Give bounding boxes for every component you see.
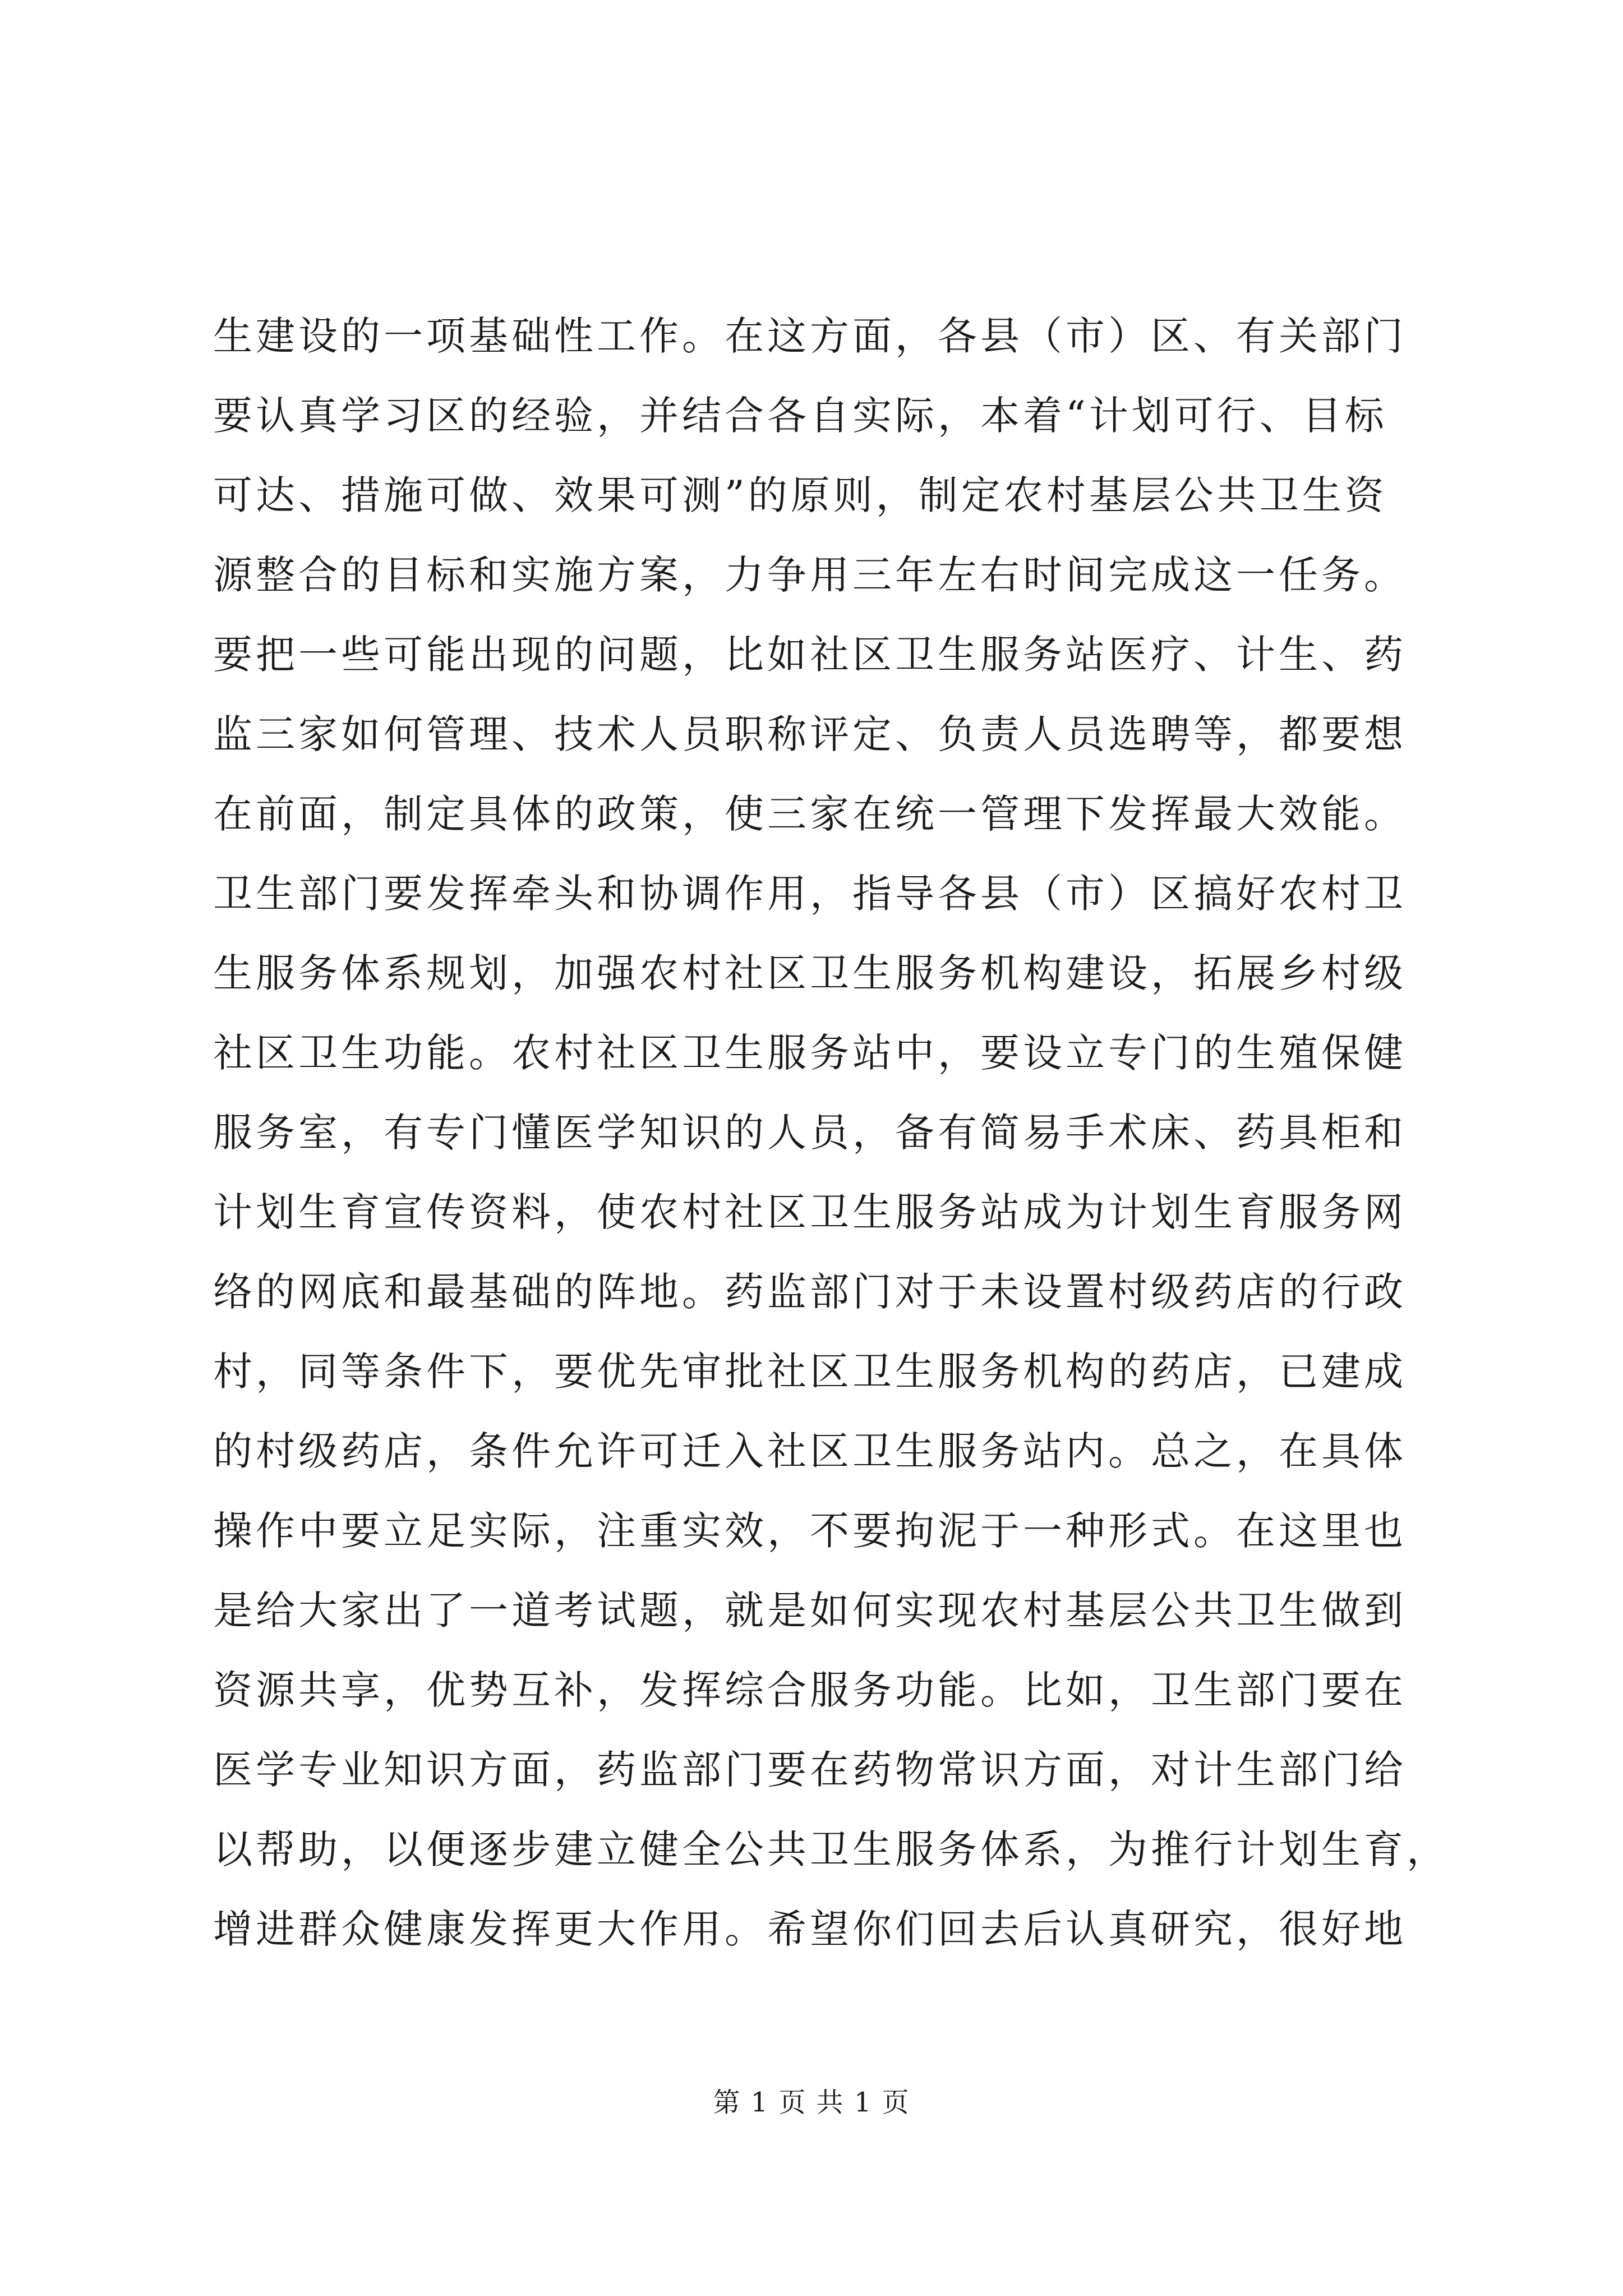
text-line: 要把一些可能出现的问题，比如社区卫生服务站医疗、计生、药 [213,632,1407,678]
body-text [213,296,1449,1969]
text-line: 以帮助，以便逐步建立健全公共卫生服务体系，为推行计划生育， [213,1826,1449,1872]
text-line: 在前面，制定具体的政策，使三家在统一管理下发挥最大效能。 [213,791,1407,837]
text-line: 络的网底和最基础的阵地。药监部门对于未设置村级药店的行政 [213,1269,1407,1315]
text-line: 卫生部门要发挥牵头和协调作用，指导各县（市）区搞好农村卫 [213,871,1407,917]
text-line: 可达、措施可做、效果可测”的原则，制定农村基层公共卫生资 [213,472,1387,518]
page-footer: 第 1 页 共 1 页 [713,2087,910,2118]
text-line: 社区卫生功能。农村社区卫生服务站中，要设立专门的生殖保健 [213,1030,1407,1076]
text-line: 的村级药店，条件允许可迁入社区卫生服务站内。总之，在具体 [213,1428,1407,1474]
text-line: 是给大家出了一道考试题，就是如何实现农村基层公共卫生做到 [213,1588,1407,1634]
text-line: 监三家如何管理、技术人员职称评定、负责人员选聘等，都要想 [213,711,1407,757]
text-line: 操作中要立足实际，注重实效，不要拘泥于一种形式。在这里也 [213,1508,1407,1554]
text-line: 源整合的目标和实施方案，力争用三年左右时间完成这一任务。 [213,552,1407,598]
text-line: 村，同等条件下，要优先审批社区卫生服务机构的药店，已建成 [213,1349,1407,1395]
text-line: 增进群众健康发挥更大作用。希望你们回去后认真研究，很好地 [213,1906,1407,1952]
text-line: 要认真学习区的经验，并结合各自实际，本着“计划可行、目标 [213,393,1387,439]
text-line: 医学专业知识方面，药监部门要在药物常识方面，对计生部门给 [213,1747,1407,1793]
text-line: 生建设的一项基础性工作。在这方面，各县（市）区、有关部门 [213,313,1407,359]
text-line: 生服务体系规划，加强农村社区卫生服务机构建设，拓展乡村级 [213,950,1407,996]
text-line: 计划生育宣传资料，使农村社区卫生服务站成为计划生育服务网 [213,1189,1407,1235]
text-line: 资源共享，优势互补，发挥综合服务功能。比如，卫生部门要在 [213,1667,1407,1713]
text-line: 服务室，有专门懂医学知识的人员，备有简易手术床、药具柜和 [213,1110,1407,1156]
